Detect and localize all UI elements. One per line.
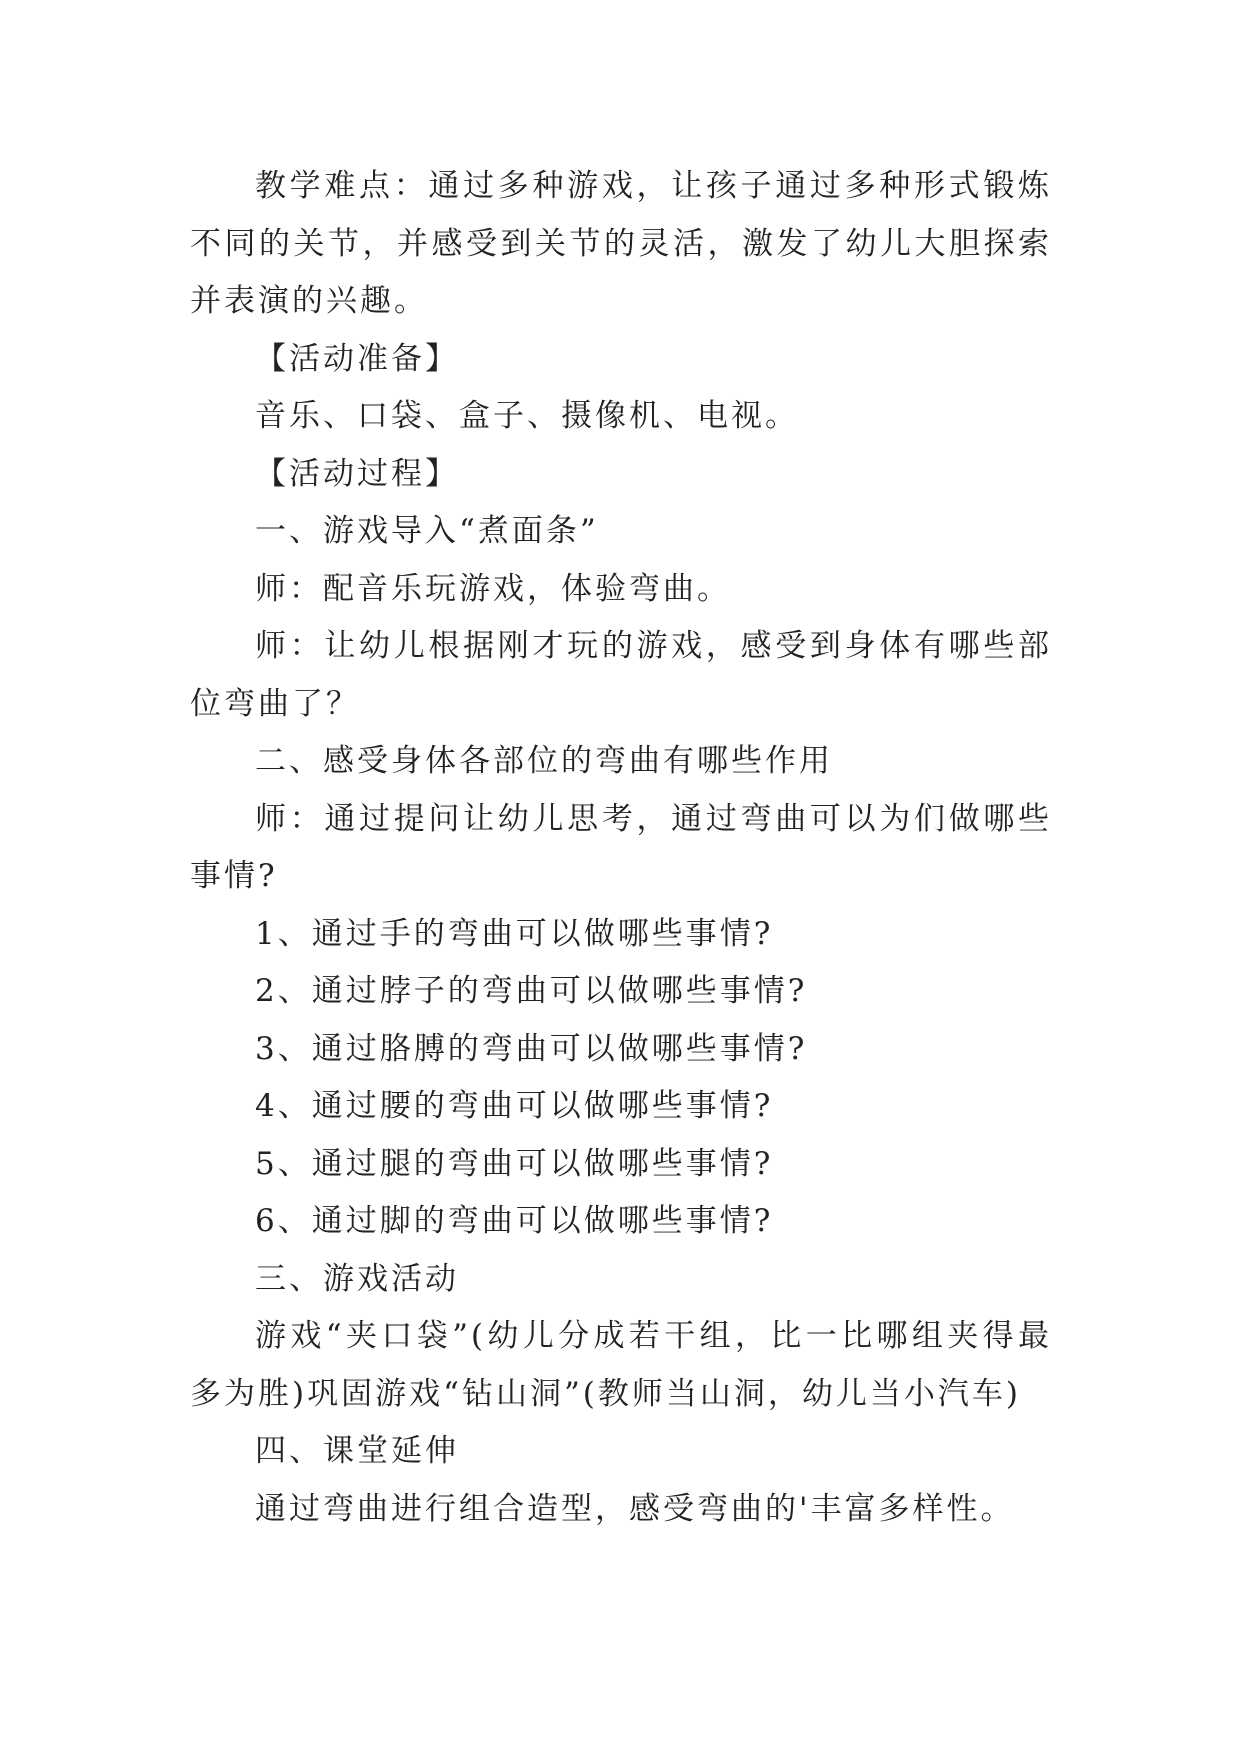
- list-item-hand: 1、通过手的弯曲可以做哪些事情?: [255, 915, 774, 952]
- list-item-arm: 3、通过胳膊的弯曲可以做哪些事情?: [255, 1030, 808, 1067]
- list-item-foot: 6、通过脚的弯曲可以做哪些事情?: [255, 1203, 774, 1239]
- list-item-neck: 2、通过脖子的弯曲可以做哪些事情?: [255, 973, 808, 1009]
- list-item-leg: 5、通过腿的弯曲可以做哪些事情?: [255, 1145, 774, 1182]
- heading-activity-process: 【活动过程】: [255, 455, 459, 492]
- document-body: [190, 158, 1052, 1538]
- paragraph-teacher-music: 师：配音乐玩游戏，体验弯曲。: [255, 570, 731, 607]
- list-item-waist: 4、通过腰的弯曲可以做哪些事情?: [255, 1088, 774, 1124]
- paragraph-teacher-prompt: 师：通过提问让幼儿思考，通过弯曲可以为们做哪些事情?: [190, 800, 1052, 894]
- section-four-title: 四、课堂延伸: [255, 1433, 459, 1469]
- section-three-title: 三、游戏活动: [255, 1260, 459, 1297]
- section-one-title: 一、游戏导入“煮面条”: [255, 513, 599, 549]
- paragraph-teacher-question: 师：让幼儿根据刚才玩的游戏，感受到身体有哪些部位弯曲了？: [190, 628, 1052, 722]
- paragraph-game-description: 游戏“夹口袋”(幼儿分成若干组，比一比哪组夹得最多为胜)巩固游戏“钻山洞”(教师当山洞，幼儿当小汽车): [190, 1318, 1052, 1412]
- paragraph-materials: 音乐、口袋、盒子、摄像机、电视。: [255, 398, 799, 434]
- heading-activity-preparation: 【活动准备】: [255, 340, 459, 377]
- paragraph-teaching-difficulty: 教学难点：通过多种游戏，让孩子通过多种形式锻炼不同的关节，并感受到关节的灵活，激发了幼儿大胆探索并表演的兴趣。: [190, 168, 1052, 319]
- paragraph-extension: 通过弯曲进行组合造型，感受弯曲的'丰富多样性。: [255, 1490, 1015, 1527]
- section-two-title: 二、感受身体各部位的弯曲有哪些作用: [255, 743, 833, 779]
